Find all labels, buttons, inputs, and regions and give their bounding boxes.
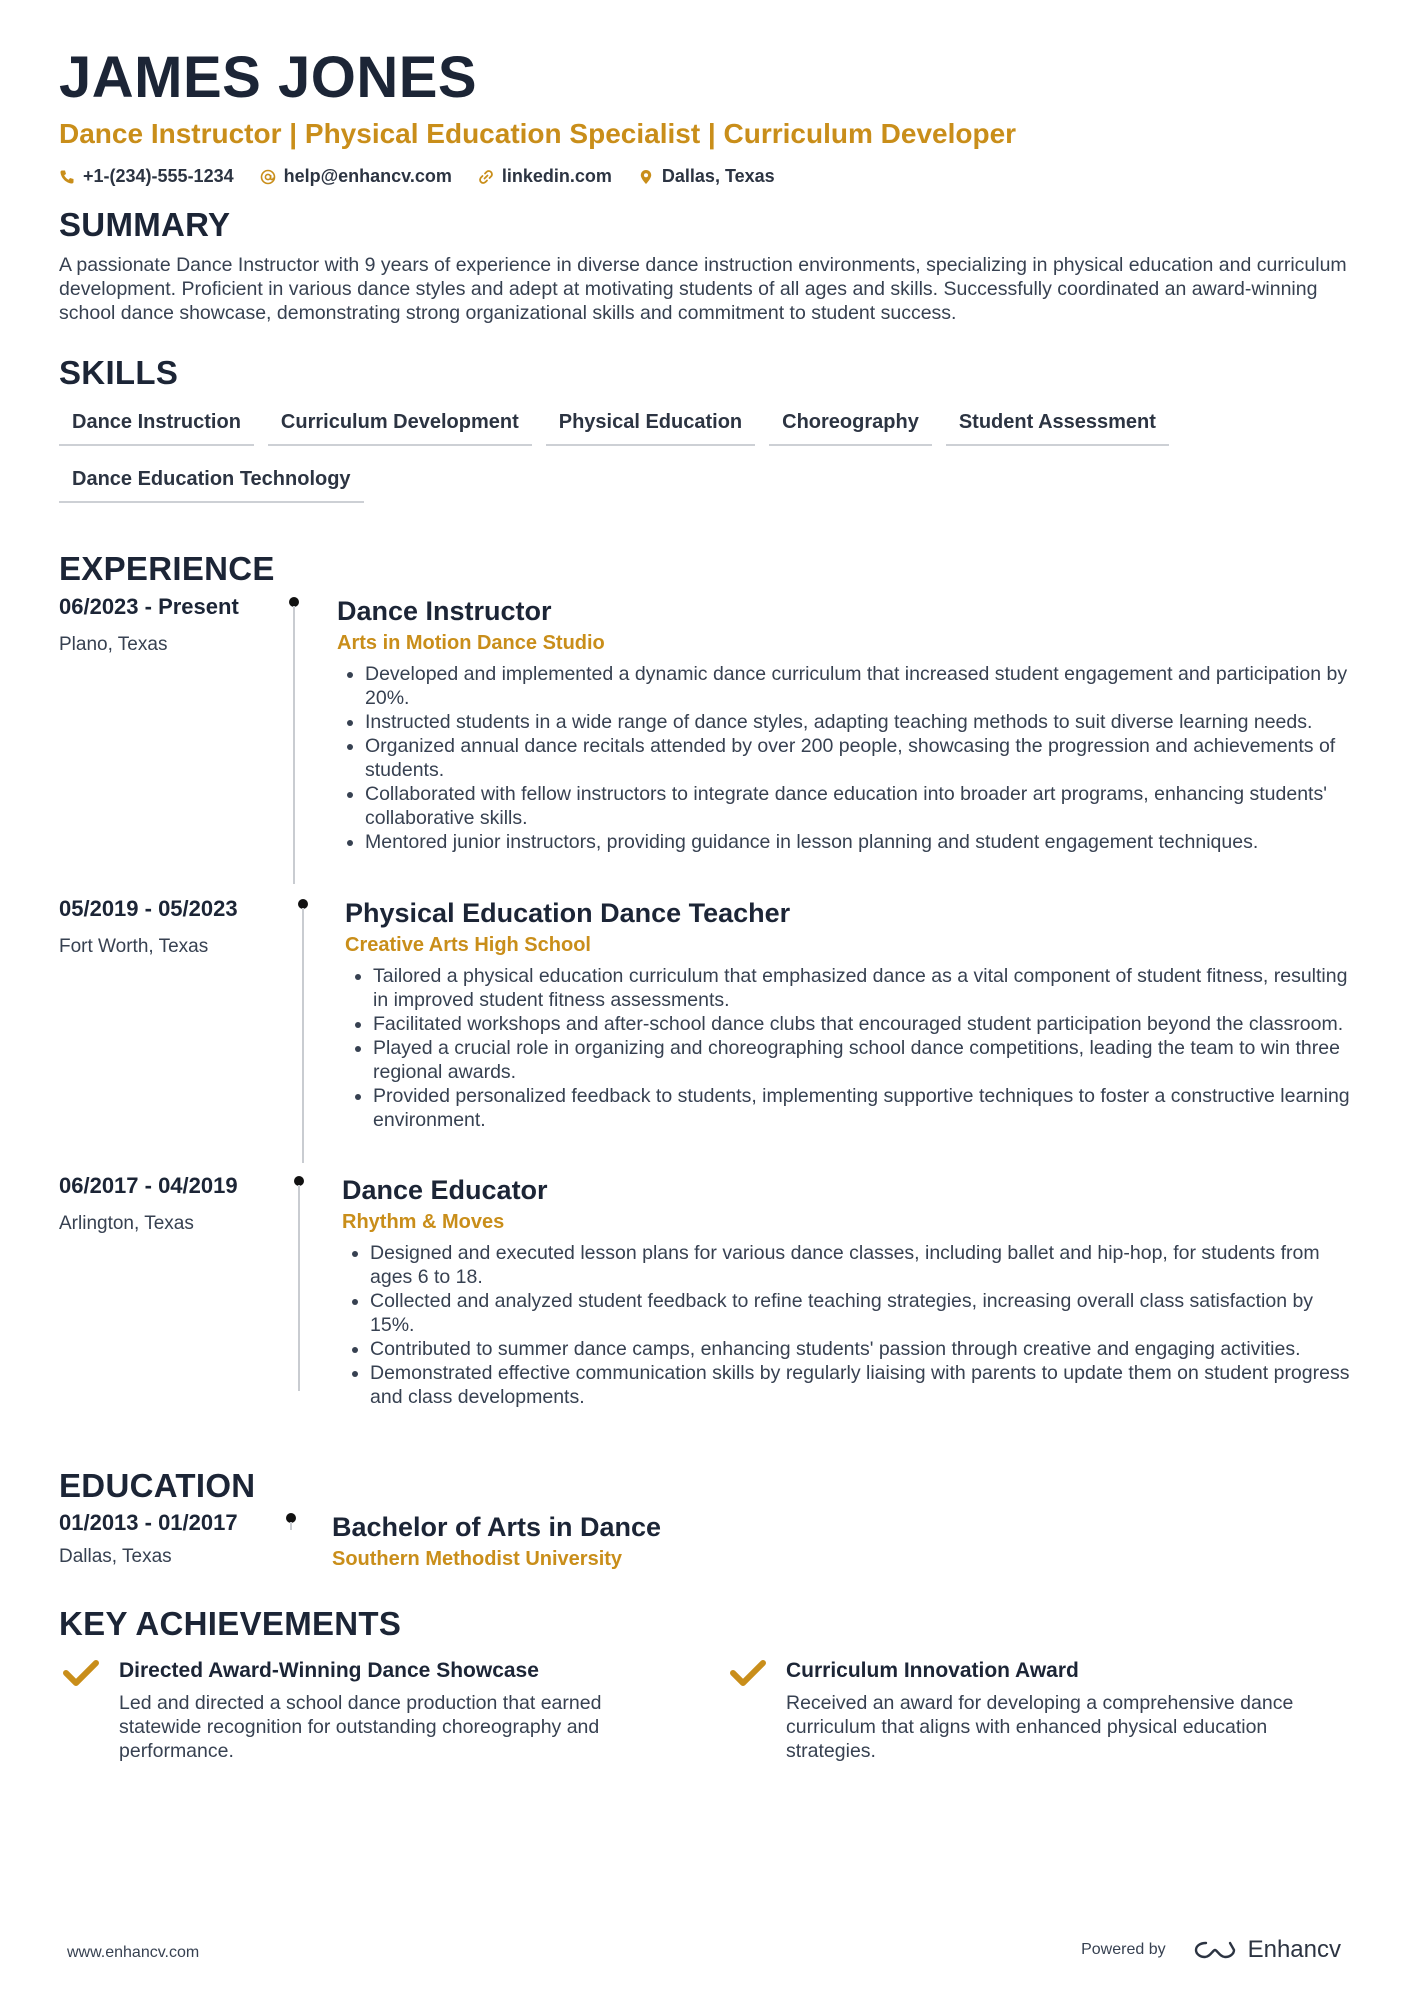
experience-section xyxy=(59,549,1351,589)
bullet-item: • Demonstrated effective communication skills by regularly liaising with parents to update them on student progress and class developments. xyxy=(370,1361,1357,1409)
phone-icon xyxy=(59,169,75,185)
achievement-title: Directed Award-Winning Dance Showcase xyxy=(119,1659,539,1682)
bullet-item: • Provided personalized feedback to students, implementing supportive techniques to foster a constructive learning environment. xyxy=(373,1084,1357,1132)
skill-tag: Physical Education xyxy=(546,403,755,446)
checkmark-icon xyxy=(730,1659,766,1687)
company-name: Rhythm & Moves xyxy=(342,1211,505,1233)
company-name: Creative Arts High School xyxy=(345,934,591,956)
footer-website-link[interactable]: www.enhancv.com xyxy=(67,1944,200,1961)
contact-phone[interactable] xyxy=(59,166,234,187)
achievement-bullets xyxy=(345,964,1357,1132)
experience-heading: EXPERIENCE xyxy=(59,550,275,587)
timeline-line xyxy=(290,1522,292,1530)
bullet-item: • Facilitated workshops and after-school dance clubs that encouraged student participation beyond the classroom. xyxy=(373,1012,1357,1036)
education-entry xyxy=(59,1510,1359,1580)
summary-section xyxy=(59,205,1351,325)
achievement-bullets xyxy=(337,662,1357,854)
skill-tag: Student Assessment xyxy=(946,403,1169,446)
location-pin-icon xyxy=(638,169,654,185)
achievement-title: Curriculum Innovation Award xyxy=(786,1659,1079,1682)
skill-tag: Choreography xyxy=(769,403,932,446)
school-name: Southern Methodist University xyxy=(332,1548,623,1570)
bullet-item: • Collaborated with fellow instructors to integrate dance education into broader art programs, enhancing students' collaborative skills. xyxy=(365,782,1357,830)
experience-entry xyxy=(59,1173,1359,1443)
contact-location xyxy=(638,166,775,187)
experience-location: Fort Worth, Texas xyxy=(59,936,209,957)
skills-heading: SKILLS xyxy=(59,354,179,391)
bullet-item: • Played a crucial role in organizing and choreographing school dance competitions, leading the team to win three regional awards. xyxy=(373,1036,1357,1084)
email-text: help@enhancv.com xyxy=(283,166,452,186)
footer-branding xyxy=(1081,1936,1341,1964)
bullet-item: • Tailored a physical education curriculum that emphasized dance as a vital component of student fitness, resulting in improved student fitness assessments. xyxy=(373,964,1357,1012)
experience-entry xyxy=(59,594,1359,894)
enhancv-logo-icon xyxy=(1192,1938,1238,1962)
achievement-description: Led and directed a school dance production that earned statewide recognition for outstanding choreography and performance. xyxy=(119,1692,602,1762)
experience-location: Plano, Texas xyxy=(59,634,168,655)
skills-section xyxy=(59,353,1351,503)
skill-tag: Dance Education Technology xyxy=(59,460,364,503)
achievements-section xyxy=(59,1604,1351,1644)
education-heading: EDUCATION xyxy=(59,1467,256,1504)
education-dates: 01/2013 - 01/2017 xyxy=(59,1510,238,1535)
degree-title: Bachelor of Arts in Dance xyxy=(332,1512,662,1542)
bullet-item: • Developed and implemented a dynamic dance curriculum that increased student engagement and participation by 20%. xyxy=(365,662,1357,710)
contact-bar xyxy=(59,166,1351,187)
experience-dates: 06/2023 - Present xyxy=(59,594,239,619)
experience-entry xyxy=(59,896,1359,1176)
achievement-bullets xyxy=(342,1241,1357,1409)
bullet-item: • Collected and analyzed student feedback to refine teaching strategies, increasing overall class satisfaction by 15%. xyxy=(370,1289,1357,1337)
bullet-item: • Mentored junior instructors, providing guidance in lesson planning and student engagement techniques. xyxy=(365,830,1357,854)
powered-by-label: Powered by xyxy=(1081,1941,1166,1958)
resume-header xyxy=(59,42,1351,187)
candidate-title: Dance Instructor | Physical Education Specialist | Curriculum Developer xyxy=(59,118,1017,149)
link-icon xyxy=(478,169,494,185)
brand-logo[interactable] xyxy=(1192,1936,1341,1964)
education-location: Dallas, Texas xyxy=(59,1546,172,1567)
timeline-line xyxy=(298,1185,300,1391)
company-name: Arts in Motion Dance Studio xyxy=(337,632,605,654)
timeline-line xyxy=(302,908,304,1163)
summary-text: A passionate Dance Instructor with 9 years of experience in diverse dance instruction environments, specializing in physical education and curriculum development. Proficient in various dance styles and adept at motivating students of all ages and skills. Successfully coordinated an award-winning school dance showcase, demonstrating strong organizational skills and commitment to student success. xyxy=(59,254,1347,324)
linkedin-text: linkedin.com xyxy=(501,166,612,186)
at-icon xyxy=(260,169,276,185)
bullet-item: • Instructed students in a wide range of dance styles, adapting teaching methods to suit diverse learning needs. xyxy=(365,710,1357,734)
achievements-list xyxy=(59,1657,1351,1777)
job-title: Dance Educator xyxy=(342,1175,548,1205)
experience-dates: 05/2019 - 05/2023 xyxy=(59,896,238,921)
achievement-description: Received an award for developing a comprehensive dance curriculum that aligns with enhanced physical education strategies. xyxy=(786,1692,1294,1762)
job-title: Physical Education Dance Teacher xyxy=(345,898,791,928)
bullet-item: • Organized annual dance recitals attended by over 200 people, showcasing the progression and achievements of students. xyxy=(365,734,1357,782)
experience-body xyxy=(345,896,1357,1132)
education-body xyxy=(332,1510,1232,1572)
skills-list xyxy=(59,403,1349,503)
summary-heading: SUMMARY xyxy=(59,206,231,243)
candidate-name: JAMES JONES xyxy=(59,45,478,110)
experience-body xyxy=(337,594,1357,854)
contact-email[interactable] xyxy=(260,166,452,187)
location-text: Dallas, Texas xyxy=(661,166,775,186)
page-footer xyxy=(59,1936,1351,1968)
experience-dates: 06/2017 - 04/2019 xyxy=(59,1173,238,1198)
brand-name: Enhancv xyxy=(1247,1936,1341,1963)
experience-body xyxy=(342,1173,1357,1409)
skill-tag: Curriculum Development xyxy=(268,403,532,446)
timeline-line xyxy=(293,606,295,884)
job-title: Dance Instructor xyxy=(337,596,552,626)
experience-location: Arlington, Texas xyxy=(59,1213,194,1234)
bullet-item: • Contributed to summer dance camps, enhancing students' passion through creative and engaging activities. xyxy=(370,1337,1357,1361)
phone-text: +1-(234)-555-1234 xyxy=(83,166,234,186)
contact-linkedin[interactable] xyxy=(478,166,612,187)
bullet-item: • Designed and executed lesson plans for various dance classes, including ballet and hip-hop, for students from ages 6 to 18. xyxy=(370,1241,1357,1289)
achievements-heading: KEY ACHIEVEMENTS xyxy=(59,1605,402,1642)
skill-tag: Dance Instruction xyxy=(59,403,254,446)
checkmark-icon xyxy=(63,1659,99,1687)
education-section xyxy=(59,1466,1351,1506)
